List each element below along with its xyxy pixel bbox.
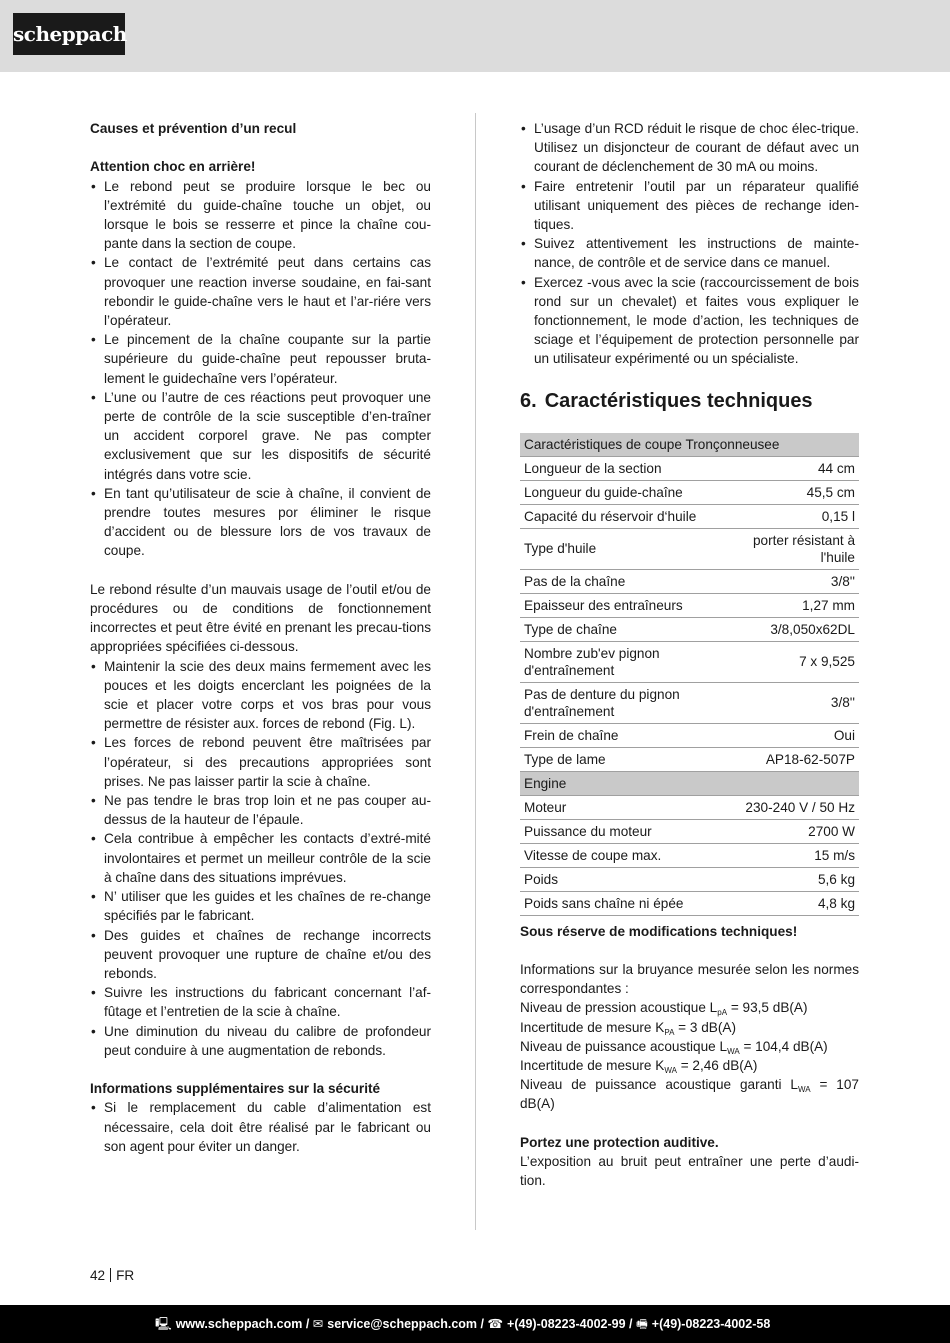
spec-value: 4,8 kg (731, 891, 859, 915)
email-link[interactable]: service@scheppach.com / (327, 1317, 484, 1331)
list-item: • Faire entretenir l’outil par un réparateur qualifié utilisant uniquement des pièces de rechange iden-tiques. (520, 177, 859, 235)
noise-line-2: Incertitude de mesure $K_{PA} = 3$ dB(A) (520, 1019, 736, 1037)
noise-intro: Informations sur la bruyance mesurée selon les normes correspondantes : (520, 962, 859, 997)
footer-band (0, 1305, 950, 1343)
spec-value: 5,6 kg (731, 867, 859, 891)
table-row (520, 480, 859, 504)
column-divider (475, 113, 476, 1230)
kickback-paragraph: Le rebond résulte d’un mauvais usage de l’outil et/ou de procédures ou de conditions de fonctionnement incorrectes et peut être évité en prenant les precau-tions appropriées spécifiées ci-dessous. (90, 581, 431, 655)
list-item: • Si le remplacement du cable d’alimentation est nécessaire, cela doit être réalisé par le fabricant ou son agent pour éviter un danger. (90, 1098, 431, 1156)
spec-label: Type d'huile (520, 528, 731, 569)
table-row (520, 617, 859, 641)
section-title-text: Caractéristiques techniques (544, 389, 813, 412)
spec-value: 44 cm (731, 456, 859, 480)
contact-line (155, 1305, 770, 1343)
left-column (90, 119, 431, 1156)
fax-number: +(49)-08223-4002-58 (651, 1317, 771, 1331)
spec-label: Pas de la chaîne (520, 569, 731, 593)
list-item: • Des guides et chaînes de rechange incorrects peuvent provoquer une rupture de chaîne et/ou des rebonds. (90, 926, 431, 984)
website-link[interactable]: www.scheppach.com / (175, 1317, 310, 1331)
table-row (520, 456, 859, 480)
table-row (520, 819, 859, 843)
spec-value: porter résistant à l'huile (731, 528, 859, 569)
hearing-protection-heading: Portez une protection auditive. (520, 1134, 719, 1150)
list-item: • Cela contribue à empêcher les contacts d’extré-mité involontaires et permet un meilleur contrôle de la scie à chaîne dans des situations imprévues. (90, 829, 431, 887)
table-row (520, 504, 859, 528)
spec-label: Epaisseur des entraîneurs (520, 593, 731, 617)
noise-line-5: Niveau de puissance acoustique garanti $L_{WA} = 107$ dB(A) (520, 1077, 859, 1112)
header-band (0, 0, 950, 72)
table-row (520, 723, 859, 747)
spec-value: AP18-62-507P (731, 747, 859, 771)
table-section-header: Caractéristiques de coupe Tronçonneusee (520, 433, 859, 457)
table-row (520, 891, 859, 915)
spec-value: 3/8'' (731, 682, 859, 723)
table-row (520, 569, 859, 593)
spec-value: 0,15 l (731, 504, 859, 528)
spec-value: 3/8,050x62DL (731, 617, 859, 641)
section-number: 6. (520, 389, 537, 412)
extra-safety-heading: Informations supplémentaires sur la sécurité (90, 1081, 381, 1097)
spec-label: Moteur (520, 795, 731, 819)
right-column (520, 119, 859, 1190)
mail-icon: ✉ (312, 1317, 324, 1331)
list-item: • Le contact de l’extrémité peut dans certains cas provoquer une reaction inverse soudaine, en fai-sant rebondir le guide-chaîne vers le haut et l’ar-riére vers l’opérateur. (90, 253, 431, 330)
spec-label: Capacité du réservoir d‘huile (520, 504, 731, 528)
list-item: • N’ utiliser que les guides et les chaînes de re-change spécifiés par le fabricant. (90, 887, 431, 925)
spec-value: 15 m/s (731, 843, 859, 867)
table-row (520, 867, 859, 891)
section-title (520, 389, 859, 413)
spec-label: Longueur du guide-chaîne (520, 480, 731, 504)
table-row (520, 682, 859, 723)
spec-label: Vitesse de coupe max. (520, 843, 731, 867)
spec-label: Longueur de la section (520, 456, 731, 480)
spec-label: Type de chaîne (520, 617, 731, 641)
computer-icon: 🖳 (155, 1317, 172, 1331)
spec-value: 1,27 mm (731, 593, 859, 617)
list-item: • Suivez attentivement les instructions de mainte-nance, de contrôle et de service dans ce manuel. (520, 234, 859, 272)
prevention-bullet-list (90, 657, 431, 1060)
list-item: • Le rebond peut se produire lorsque le bec ou l’extrémité du guide-chaîne touche un objet, ou lorsque le bois se resserre et pince la chaîne cou-pante dans la section de coupe. (90, 177, 431, 254)
phone-icon: ☎ (487, 1317, 504, 1331)
specs-table (520, 433, 859, 916)
table-row (520, 843, 859, 867)
noise-line-1: Niveau de pression acoustique $L_{pA} = 93,5$ dB(A) (520, 1000, 808, 1018)
hearing-protection-text: L’exposition au bruit peut entraîner une perte d’audi-tion. (520, 1154, 859, 1189)
maintenance-bullet-list (520, 119, 859, 369)
spec-label: Type de lame (520, 747, 731, 771)
list-item: • Ne pas tendre le bras trop loin et ne pas couper au-dessus de la hauteur de l’épaule. (90, 791, 431, 829)
phone-number: +(49)-08223-4002-99 / (507, 1317, 633, 1331)
spec-value: 45,5 cm (731, 480, 859, 504)
spec-value: Oui (731, 723, 859, 747)
spec-value: 7 x 9,525 (731, 641, 859, 682)
table-row (520, 528, 859, 569)
kickback-bullet-list (90, 177, 431, 561)
spec-label: Pas de denture du pignon d'entraînement (520, 682, 731, 723)
extra-safety-bullet-list (90, 1098, 431, 1156)
table-section-header: Engine (520, 771, 859, 795)
spec-label: Poids sans chaîne ni épée (520, 891, 731, 915)
list-item: • En tant qu’utilisateur de scie à chaîne, il convient de prendre toutes mesures por éliminer le risque d’accident ou de blessure lors de vos travaux de coupe. (90, 484, 431, 561)
list-item: • Suivre les instructions du fabricant concernant l’af-fûtage et l’entretien de la scie à chaîne. (90, 983, 431, 1021)
list-item: • Les forces de rebond peuvent être maîtrisées par l’opérateur, si des precautions appropriées sont prises. Ne pas laisser partir la scie à chaîne. (90, 733, 431, 791)
table-row (520, 641, 859, 682)
spec-label: Puissance du moteur (520, 819, 731, 843)
fax-icon: 🖷 (635, 1317, 648, 1331)
table-row (520, 795, 859, 819)
brand-logo: scheppach (13, 13, 125, 55)
spec-label: Frein de chaîne (520, 723, 731, 747)
kickback-heading: Causes et prévention d’un recul (90, 121, 297, 136)
page-number: 42 FR (90, 1268, 135, 1283)
spec-value: 230-240 V / 50 Hz (731, 795, 859, 819)
warning-heading: Attention choc en arrière! (90, 159, 256, 175)
list-item: • Le pincement de la chaîne coupante sur la partie supérieure du guide-chaîne peut repousser bruta-lement le guidechaîne vers l’opérateur. (90, 330, 431, 388)
spec-value: 2700 W (731, 819, 859, 843)
spec-label: Nombre zub'ev pignon d'entraînement (520, 641, 731, 682)
list-item: • L’une ou l’autre de ces réactions peut provoquer une perte de contrôle de la scie susceptible d’en-traîner un accident corporel grave. Ne pas compter exclusivement que sur les dispositifs de sécurité intégrés dans votre scie. (90, 388, 431, 484)
spec-label: Poids (520, 867, 731, 891)
reserve-note: Sous réserve de modifications techniques! (520, 923, 798, 939)
table-row (520, 747, 859, 771)
spec-value: 3/8'' (731, 569, 859, 593)
noise-line-3: Niveau de puissance acoustique $L_{WA} = 104,4$ dB(A) (520, 1038, 828, 1056)
list-item: • Une diminution du niveau du calibre de profondeur peut conduire à une augmentation de rebonds. (90, 1022, 431, 1060)
table-row (520, 593, 859, 617)
list-item: • Exercez -vous avec la scie (raccourcissement de bois rond sur un chevalet) et faites vous expliquer le fonctionnement, le mode d’action, les techniques de sciage et l’équipement de protection personnelle par un utilisateur expérimenté ou un spécialiste. (520, 273, 859, 369)
list-item: • Maintenir la scie des deux mains fermement avec les pouces et les doigts encerclant les poignées de la scie et placer votre corps et vos bras pour vous permettre de résister aux. forces de rebond (Fig. L). (90, 657, 431, 734)
list-item: • L’usage d’un RCD réduit le risque de choc élec-trique. Utilisez un disjoncteur de courant de défaut avec un courant de déclenchement de 30 mA ou moins. (520, 119, 859, 177)
noise-line-4: Incertitude de mesure $K_{WA} = 2,46$ dB(A) (520, 1058, 758, 1076)
